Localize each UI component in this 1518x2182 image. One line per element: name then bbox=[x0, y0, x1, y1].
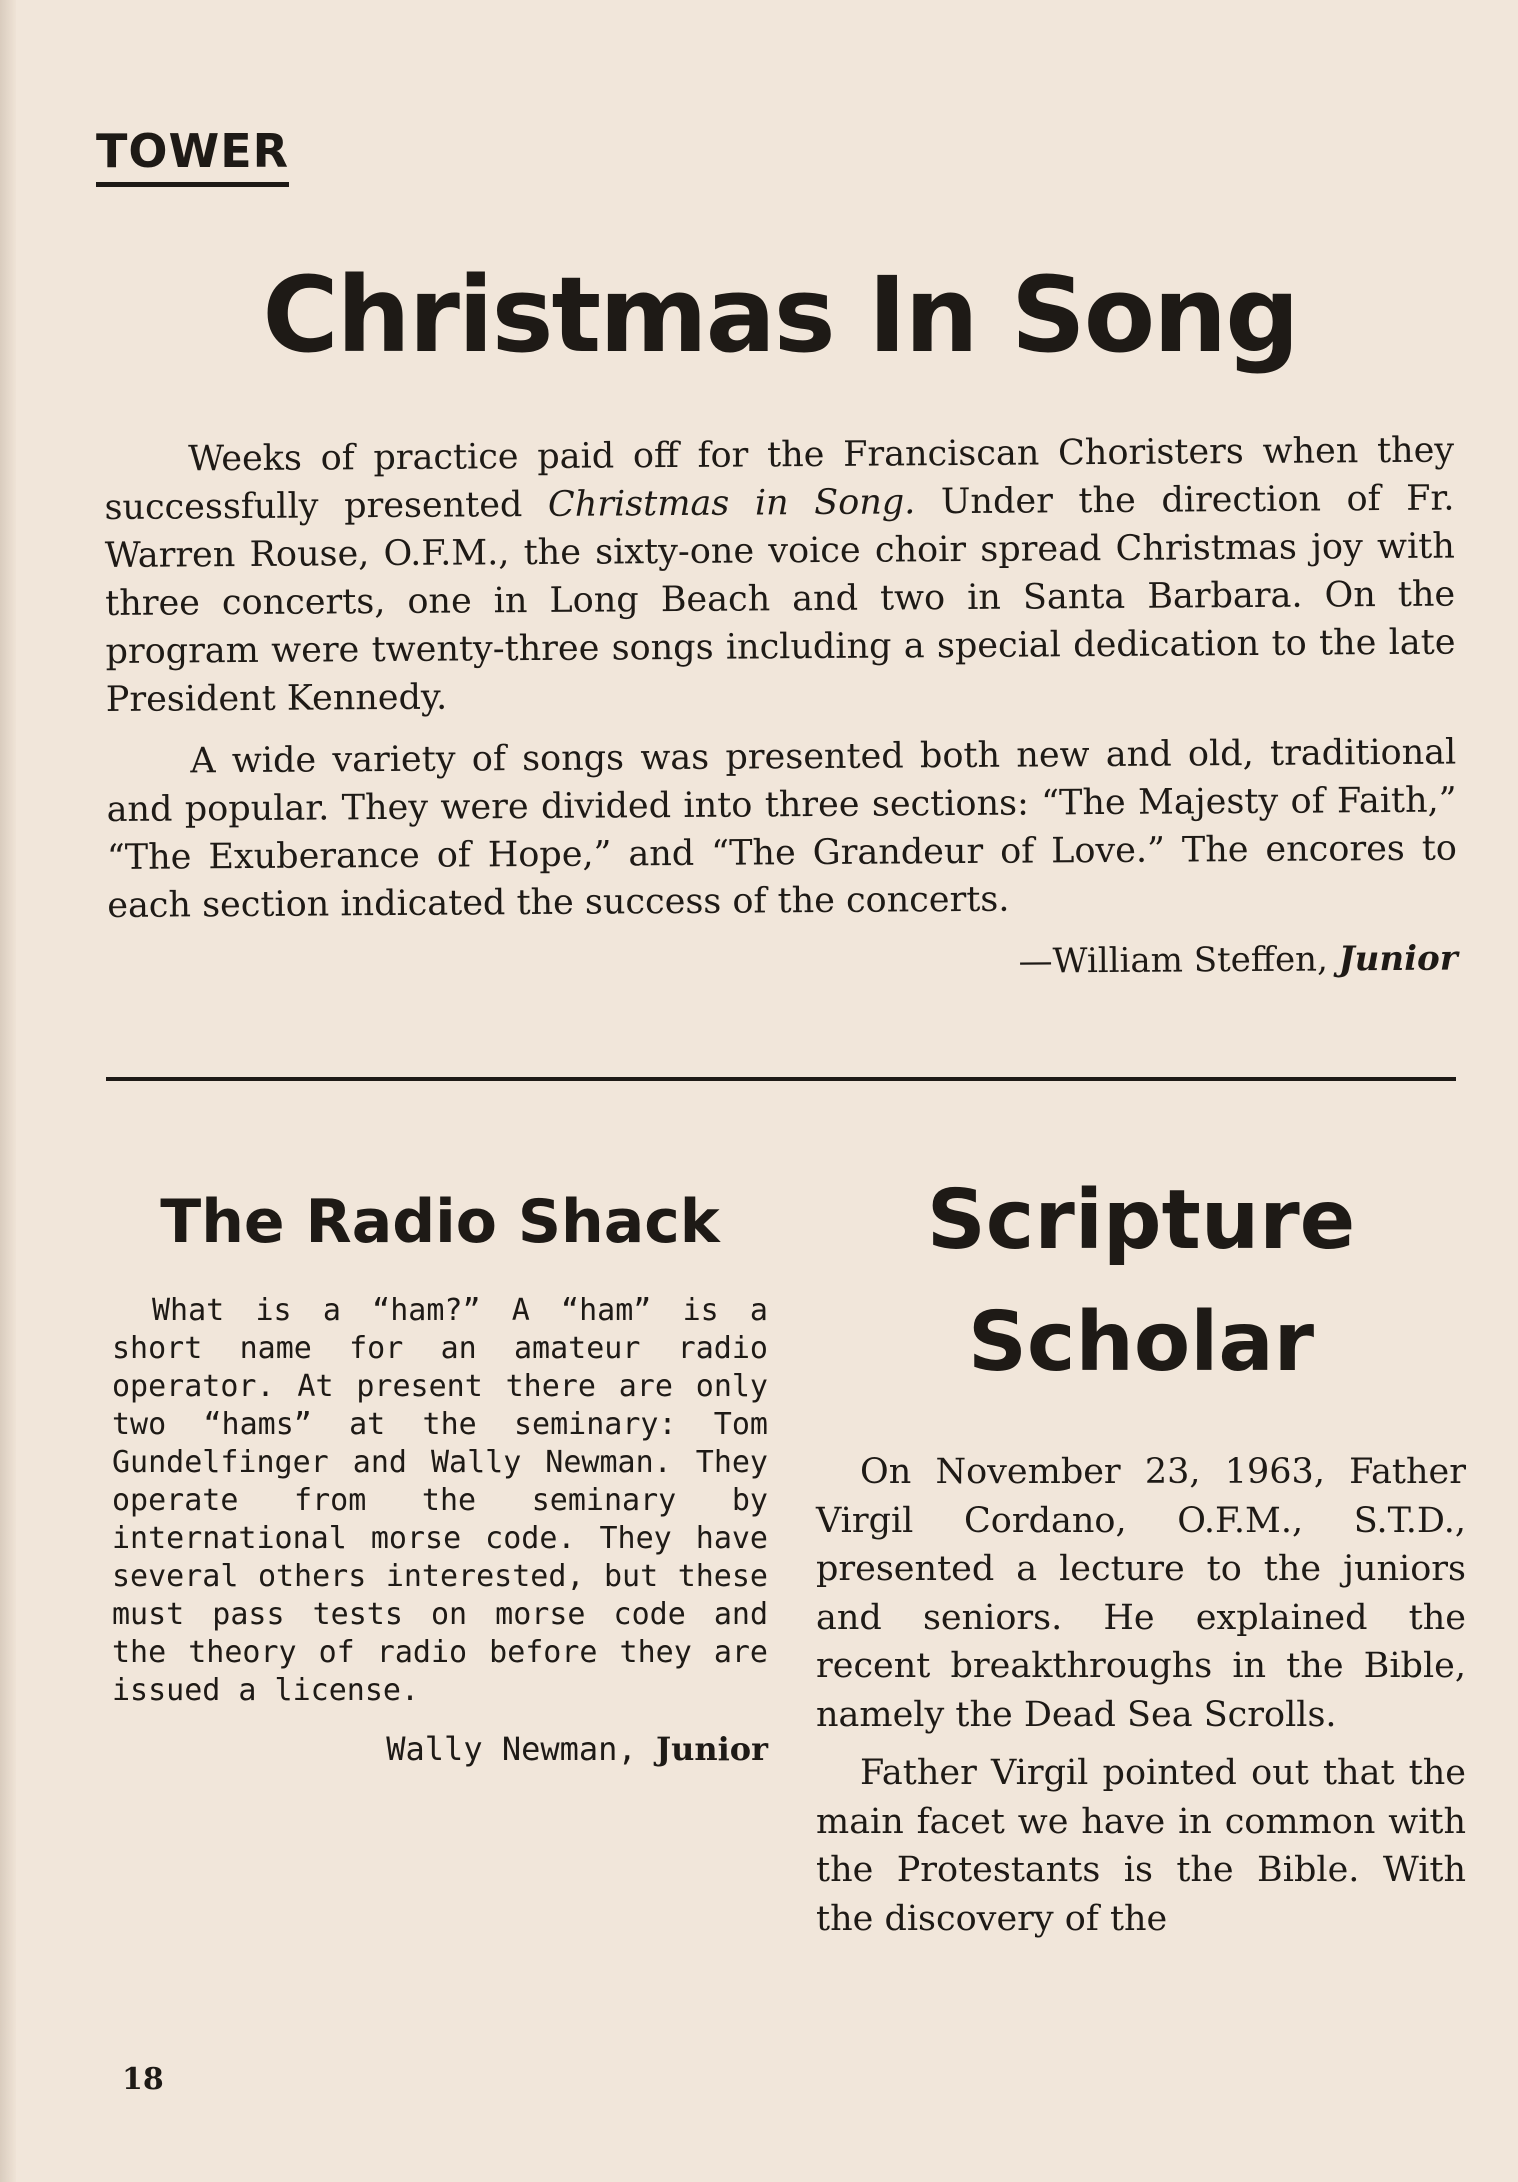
scripture-article bbox=[816, 1160, 1466, 1953]
main-byline-class: Junior bbox=[1338, 938, 1458, 980]
main-p1-italic-title: Christmas in Song. bbox=[547, 482, 916, 525]
radio-article-text: What is a “ham?” A “ham” is a short name for an amateur radio operator. At present there are only two “hams” at the seminary: Tom Gundelfinger and Wally Newman. They operate from the seminary by international morse code. They have several others interested, but these must pass tests on morse code and the theory of radio before they are issued a license. bbox=[112, 1293, 768, 1708]
section-divider bbox=[106, 1077, 1456, 1081]
radio-byline-class: Junior bbox=[655, 1730, 768, 1768]
radio-byline-name: Wally Newman, bbox=[386, 1730, 637, 1768]
scripture-article-body bbox=[816, 1448, 1466, 1943]
main-byline-name: —William Steffen, bbox=[1018, 939, 1328, 982]
main-p1-text-a: Weeks of practice paid off for the Franciscan Choristers when they successfully presented bbox=[104, 430, 1455, 528]
main-article-body bbox=[104, 427, 1458, 992]
scripture-paragraph-1: On November 23, 1963, Father Virgil Cordano, O.F.M., S.T.D., presented a lecture to the juniors and seniors. He explained the recent breakthroughs in the Bible, namely the Dead Sea Scrolls. bbox=[816, 1452, 1466, 1735]
scripture-article-title: Scripture Scholar bbox=[926, 1173, 1356, 1390]
radio-article-body bbox=[112, 1292, 768, 1710]
masthead: TOWER bbox=[96, 128, 289, 187]
main-article-paragraph-2: A wide variety of songs was presented both new and old, traditional and popular. They were divided into three sections: “The Majesty of Faith,” “The Exuberance of Hope,” and “The Grandeur of Love.” The encores to each section indicated the success of the concerts. bbox=[106, 732, 1458, 926]
scripture-paragraph-2: Father Virgil pointed out that the main facet we have in common with the Protestants is the Bible. With the discovery of the bbox=[816, 1753, 1466, 1939]
radio-article-byline bbox=[112, 1730, 768, 1768]
page-number: 18 bbox=[122, 2062, 164, 2097]
main-article-paragraph-1 bbox=[104, 427, 1456, 724]
radio-article-title: The Radio Shack bbox=[160, 1187, 720, 1257]
main-article-byline bbox=[108, 935, 1458, 992]
main-article-title: Christmas In Song bbox=[262, 254, 1298, 376]
main-p1-text-b: Under the direction of Fr. Warren Rouse, O.F.M., the sixty-one voice choir spread Christmas joy with three concerts, one in Long Beach and two in Santa Barbara. On the program were twenty-three songs including a special dedication to the late President Kennedy. bbox=[104, 478, 1456, 720]
radio-article bbox=[112, 1170, 768, 1768]
